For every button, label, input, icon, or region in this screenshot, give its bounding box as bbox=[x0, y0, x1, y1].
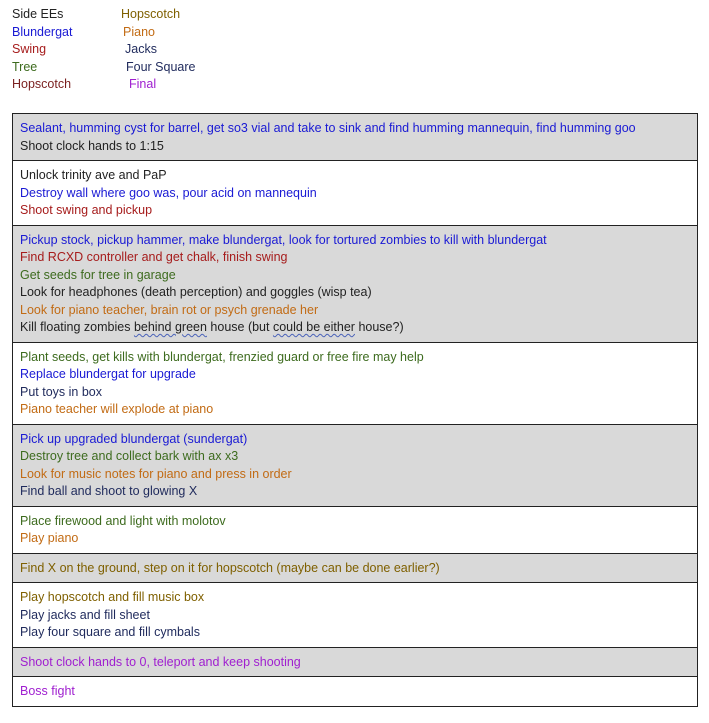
legend-category-label: Jacks bbox=[125, 42, 157, 56]
legend-category-label: Tree bbox=[12, 59, 38, 74]
steps-table bbox=[12, 113, 698, 707]
step-line: Shoot clock hands to 0, teleport and keep shooting bbox=[20, 654, 301, 669]
step-line: Look for music notes for piano and press in order bbox=[20, 466, 292, 481]
step-line: Destroy tree and collect bark with ax x3 bbox=[20, 449, 239, 463]
steps-body bbox=[13, 114, 698, 707]
step-line-text: Kill floating zombies bbox=[20, 320, 134, 334]
step-cell bbox=[13, 342, 698, 424]
legend-category-label: Blundergat bbox=[12, 24, 73, 39]
step-line: Find ball and shoot to glowing X bbox=[20, 484, 198, 498]
step-cell bbox=[13, 506, 698, 553]
step-line: Find RCXD controller and get chalk, finish swing bbox=[20, 250, 288, 264]
step-line: Destroy wall where goo was, pour acid on mannequin bbox=[20, 185, 317, 200]
step-row bbox=[13, 553, 698, 583]
legend-row bbox=[12, 6, 272, 24]
legend-row bbox=[12, 41, 272, 59]
step-line: Plant seeds, get kills with blundergat, frenzied guard or free fire may help bbox=[20, 349, 424, 364]
step-cell bbox=[13, 161, 698, 226]
legend-row bbox=[12, 59, 272, 77]
step-cell bbox=[13, 424, 698, 506]
step-line: Play jacks and fill sheet bbox=[20, 607, 150, 622]
step-line: Unlock trinity ave and PaP bbox=[20, 168, 167, 182]
step-row bbox=[13, 583, 698, 648]
step-line: Play hopscotch and fill music box bbox=[20, 590, 205, 604]
step-row bbox=[13, 647, 698, 677]
step-line: Look for headphones (death perception) and goggles (wisp tea) bbox=[20, 285, 372, 299]
legend-category-label: Hopscotch bbox=[12, 77, 72, 91]
legend-category-label: Side EEs bbox=[12, 7, 64, 21]
step-line: Shoot swing and pickup bbox=[20, 203, 153, 217]
spellcheck-underlined-text: behind green bbox=[133, 320, 207, 334]
step-line: Shoot clock hands to 1:15 bbox=[20, 138, 164, 153]
step-row bbox=[13, 161, 698, 226]
step-row bbox=[13, 677, 698, 707]
step-row bbox=[13, 506, 698, 553]
color-legend bbox=[12, 6, 272, 94]
step-line: Piano teacher will explode at piano bbox=[20, 402, 214, 416]
step-line: Play four square and fill cymbals bbox=[20, 625, 200, 639]
step-line bbox=[20, 320, 690, 336]
step-line: Look for piano teacher, brain rot or psych grenade her bbox=[20, 302, 319, 317]
step-row bbox=[13, 424, 698, 506]
step-line: Find X on the ground, step on it for hopscotch (maybe can be done earlier?) bbox=[20, 560, 440, 575]
step-cell bbox=[13, 583, 698, 648]
legend-category-label: Hopscotch bbox=[121, 7, 181, 21]
step-line: Put toys in box bbox=[20, 384, 102, 399]
step-line: Sealant, humming cyst for barrel, get so3 vial and take to sink and find humming mannequin, find humming goo bbox=[20, 121, 636, 135]
legend-category-label: Final bbox=[129, 77, 157, 91]
legend-row bbox=[12, 24, 272, 42]
legend-category-label: Swing bbox=[12, 42, 47, 56]
legend-category-label: Piano bbox=[123, 24, 155, 39]
step-line: Pickup stock, pickup hammer, make blundergat, look for tortured zombies to kill with blundergat bbox=[20, 232, 547, 247]
legend-row bbox=[12, 76, 272, 94]
step-line: Place firewood and light with molotov bbox=[20, 513, 226, 528]
step-row bbox=[13, 342, 698, 424]
step-cell bbox=[13, 114, 698, 161]
step-cell bbox=[13, 677, 698, 707]
legend-category-label: Four Square bbox=[126, 59, 196, 74]
step-line: Pick up upgraded blundergat (sundergat) bbox=[20, 431, 248, 446]
step-cell bbox=[13, 647, 698, 677]
spellcheck-underlined-text: could be either bbox=[272, 320, 355, 334]
step-line: Play piano bbox=[20, 531, 79, 545]
step-cell bbox=[13, 225, 698, 342]
step-line-text: house (but bbox=[206, 320, 273, 334]
step-line: Replace blundergat for upgrade bbox=[20, 367, 196, 381]
step-row bbox=[13, 114, 698, 161]
step-line: Boss fight bbox=[20, 684, 75, 698]
step-line: Get seeds for tree in garage bbox=[20, 267, 176, 282]
step-line-text: house?) bbox=[354, 320, 404, 334]
step-row bbox=[13, 225, 698, 342]
step-cell bbox=[13, 553, 698, 583]
